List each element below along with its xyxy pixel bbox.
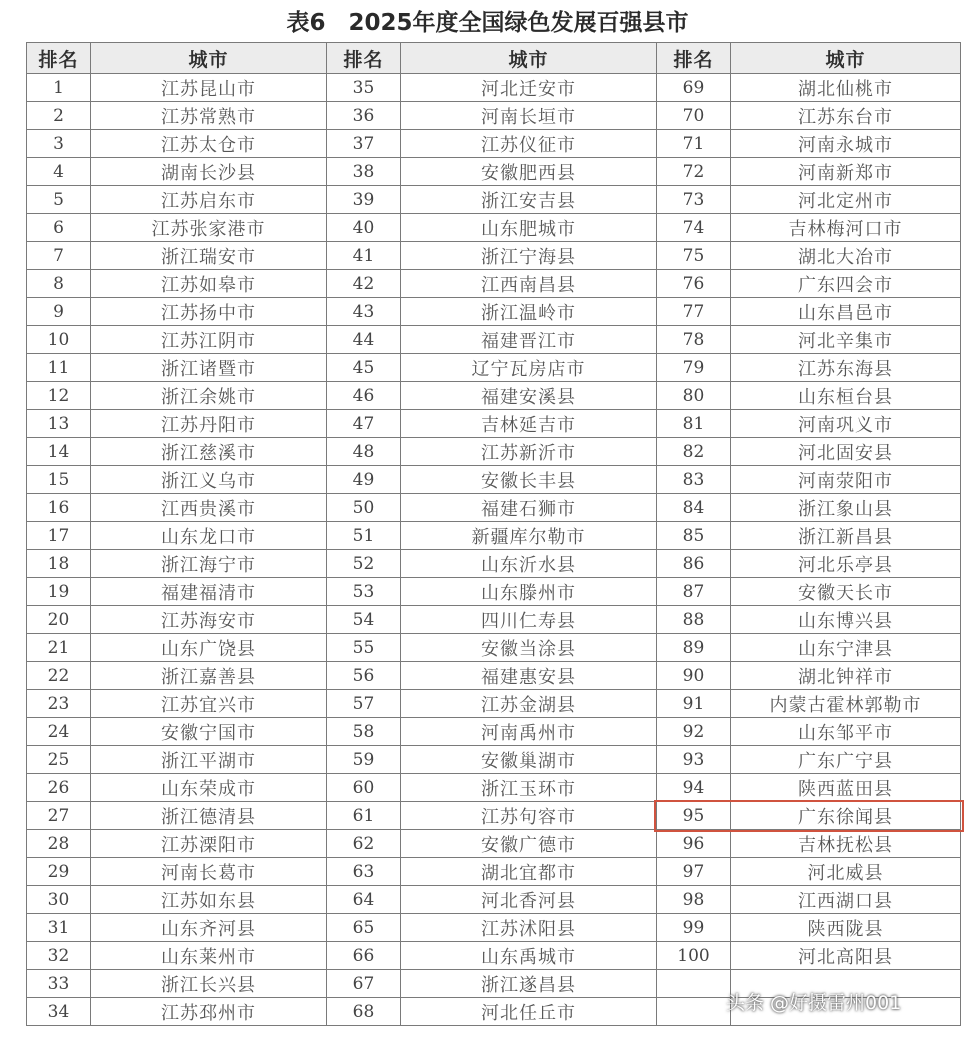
rank-cell: 94	[657, 774, 731, 802]
city-cell: 陕西陇县	[731, 914, 961, 942]
rank-cell: 38	[327, 158, 401, 186]
city-cell: 山东滕州市	[401, 578, 657, 606]
table-row	[27, 634, 961, 662]
city-cell: 安徽巢湖市	[401, 746, 657, 774]
rank-cell: 87	[657, 578, 731, 606]
rank-cell: 10	[27, 326, 91, 354]
rank-cell: 48	[327, 438, 401, 466]
table-header-row	[27, 43, 961, 74]
table-row	[27, 550, 961, 578]
city-cell: 吉林延吉市	[401, 410, 657, 438]
city-cell: 安徽肥西县	[401, 158, 657, 186]
rank-cell: 80	[657, 382, 731, 410]
city-cell: 浙江温岭市	[401, 298, 657, 326]
rank-cell: 84	[657, 494, 731, 522]
table-row	[27, 270, 961, 298]
rank-cell: 90	[657, 662, 731, 690]
city-cell: 江苏如皋市	[91, 270, 327, 298]
city-cell: 浙江义乌市	[91, 466, 327, 494]
rank-cell: 16	[27, 494, 91, 522]
table-row	[27, 662, 961, 690]
table-row	[27, 690, 961, 718]
header-rank: 排名	[27, 43, 91, 74]
rank-cell: 57	[327, 690, 401, 718]
rank-cell: 32	[27, 942, 91, 970]
city-cell: 江苏东台市	[731, 102, 961, 130]
table-row	[27, 382, 961, 410]
city-cell: 江苏句容市	[401, 802, 657, 830]
city-cell: 浙江德清县	[91, 802, 327, 830]
city-cell: 浙江安吉县	[401, 186, 657, 214]
table-row	[27, 606, 961, 634]
highlighted-rank-cell: 95	[657, 802, 731, 830]
rank-cell: 31	[27, 914, 91, 942]
city-cell: 陕西蓝田县	[731, 774, 961, 802]
city-cell: 河南新郑市	[731, 158, 961, 186]
rank-cell: 78	[657, 326, 731, 354]
city-cell: 福建福清市	[91, 578, 327, 606]
table-row	[27, 354, 961, 382]
city-cell: 浙江嘉善县	[91, 662, 327, 690]
header-rank: 排名	[327, 43, 401, 74]
city-cell: 吉林梅河口市	[731, 214, 961, 242]
rank-cell: 82	[657, 438, 731, 466]
city-cell: 河北香河县	[401, 886, 657, 914]
city-cell: 浙江象山县	[731, 494, 961, 522]
city-cell: 湖北仙桃市	[731, 74, 961, 102]
rank-cell: 81	[657, 410, 731, 438]
city-cell: 浙江平湖市	[91, 746, 327, 774]
rank-cell: 29	[27, 858, 91, 886]
header-rank: 排名	[657, 43, 731, 74]
rank-cell: 22	[27, 662, 91, 690]
rank-cell: 6	[27, 214, 91, 242]
city-cell: 河北任丘市	[401, 998, 657, 1026]
rank-cell: 11	[27, 354, 91, 382]
city-cell: 山东禹城市	[401, 942, 657, 970]
rank-cell: 56	[327, 662, 401, 690]
city-cell: 江苏昆山市	[91, 74, 327, 102]
rank-cell: 68	[327, 998, 401, 1026]
city-cell: 江西湖口县	[731, 886, 961, 914]
rank-cell: 26	[27, 774, 91, 802]
header-city: 城市	[401, 43, 657, 74]
city-cell: 浙江余姚市	[91, 382, 327, 410]
city-cell: 河北固安县	[731, 438, 961, 466]
city-cell: 吉林抚松县	[731, 830, 961, 858]
city-cell: 江苏张家港市	[91, 214, 327, 242]
rank-cell: 25	[27, 746, 91, 774]
table-row	[27, 242, 961, 270]
table-row	[27, 830, 961, 858]
rank-cell: 24	[27, 718, 91, 746]
city-cell: 福建晋江市	[401, 326, 657, 354]
rank-cell: 58	[327, 718, 401, 746]
rank-cell: 93	[657, 746, 731, 774]
rank-cell: 72	[657, 158, 731, 186]
rank-cell: 85	[657, 522, 731, 550]
rank-cell: 44	[327, 326, 401, 354]
rank-cell: 39	[327, 186, 401, 214]
rank-cell: 64	[327, 886, 401, 914]
city-cell: 广东四会市	[731, 270, 961, 298]
rank-cell: 100	[657, 942, 731, 970]
rank-cell: 27	[27, 802, 91, 830]
rank-cell: 7	[27, 242, 91, 270]
table-row	[27, 74, 961, 102]
city-cell: 江苏扬中市	[91, 298, 327, 326]
city-cell: 新疆库尔勒市	[401, 522, 657, 550]
rank-cell: 43	[327, 298, 401, 326]
city-cell: 江苏启东市	[91, 186, 327, 214]
rank-cell	[657, 970, 731, 998]
table-row	[27, 438, 961, 466]
rank-cell: 92	[657, 718, 731, 746]
city-cell: 浙江海宁市	[91, 550, 327, 578]
city-cell: 福建安溪县	[401, 382, 657, 410]
city-cell: 河南荥阳市	[731, 466, 961, 494]
city-cell: 江苏如东县	[91, 886, 327, 914]
rank-cell: 96	[657, 830, 731, 858]
table-row	[27, 942, 961, 970]
rank-cell: 15	[27, 466, 91, 494]
table-row	[27, 858, 961, 886]
rank-cell: 41	[327, 242, 401, 270]
ranking-table	[26, 42, 961, 1026]
rank-cell: 1	[27, 74, 91, 102]
city-cell: 江苏沭阳县	[401, 914, 657, 942]
rank-cell: 71	[657, 130, 731, 158]
rank-cell: 67	[327, 970, 401, 998]
city-cell: 湖南长沙县	[91, 158, 327, 186]
rank-cell: 34	[27, 998, 91, 1026]
rank-cell: 73	[657, 186, 731, 214]
rank-cell: 75	[657, 242, 731, 270]
rank-cell: 40	[327, 214, 401, 242]
rank-cell: 17	[27, 522, 91, 550]
city-cell: 浙江宁海县	[401, 242, 657, 270]
city-cell: 山东邹平市	[731, 718, 961, 746]
table-row	[27, 802, 961, 830]
table-row	[27, 718, 961, 746]
city-cell: 浙江慈溪市	[91, 438, 327, 466]
city-cell: 江苏邳州市	[91, 998, 327, 1026]
rank-cell: 53	[327, 578, 401, 606]
city-cell: 河南永城市	[731, 130, 961, 158]
city-cell: 山东莱州市	[91, 942, 327, 970]
table-row	[27, 214, 961, 242]
rank-cell: 23	[27, 690, 91, 718]
rank-cell: 47	[327, 410, 401, 438]
city-cell: 江苏东海县	[731, 354, 961, 382]
table-row	[27, 326, 961, 354]
rank-cell: 86	[657, 550, 731, 578]
rank-cell: 74	[657, 214, 731, 242]
city-cell: 湖北宜都市	[401, 858, 657, 886]
table-row	[27, 578, 961, 606]
city-cell: 浙江长兴县	[91, 970, 327, 998]
table-row	[27, 914, 961, 942]
rank-cell: 91	[657, 690, 731, 718]
city-cell: 安徽广德市	[401, 830, 657, 858]
city-cell: 江西南昌县	[401, 270, 657, 298]
watermark: 头条 @好摄雷州001	[726, 992, 902, 1014]
city-cell: 河北乐亭县	[731, 550, 961, 578]
city-cell: 江苏溧阳市	[91, 830, 327, 858]
city-cell: 河北迁安市	[401, 74, 657, 102]
city-cell: 福建惠安县	[401, 662, 657, 690]
city-cell: 河南禹州市	[401, 718, 657, 746]
rank-cell: 62	[327, 830, 401, 858]
rank-cell: 46	[327, 382, 401, 410]
table-row	[27, 466, 961, 494]
city-cell: 四川仁寿县	[401, 606, 657, 634]
city-cell: 山东齐河县	[91, 914, 327, 942]
rank-cell: 13	[27, 410, 91, 438]
city-cell: 江苏新沂市	[401, 438, 657, 466]
rank-cell: 69	[657, 74, 731, 102]
table-row	[27, 522, 961, 550]
table-title: 表6 2025年度全国绿色发展百强县市	[286, 10, 689, 36]
table-body	[27, 74, 961, 1026]
rank-cell: 28	[27, 830, 91, 858]
city-cell: 安徽长丰县	[401, 466, 657, 494]
city-cell: 湖北大冶市	[731, 242, 961, 270]
rank-cell: 3	[27, 130, 91, 158]
rank-cell: 30	[27, 886, 91, 914]
city-cell: 湖北钟祥市	[731, 662, 961, 690]
city-cell: 山东昌邑市	[731, 298, 961, 326]
rank-cell: 37	[327, 130, 401, 158]
city-cell: 山东荣成市	[91, 774, 327, 802]
city-cell: 内蒙古霍林郭勒市	[731, 690, 961, 718]
city-cell: 山东博兴县	[731, 606, 961, 634]
table-row	[27, 158, 961, 186]
rank-cell: 63	[327, 858, 401, 886]
rank-cell: 99	[657, 914, 731, 942]
rank-cell: 5	[27, 186, 91, 214]
city-cell: 浙江新昌县	[731, 522, 961, 550]
header-city: 城市	[91, 43, 327, 74]
rank-cell: 4	[27, 158, 91, 186]
rank-cell: 9	[27, 298, 91, 326]
rank-cell: 66	[327, 942, 401, 970]
table-row	[27, 102, 961, 130]
table-row	[27, 886, 961, 914]
city-cell: 江苏江阴市	[91, 326, 327, 354]
rank-cell: 70	[657, 102, 731, 130]
city-cell: 江苏宜兴市	[91, 690, 327, 718]
city-cell: 河北辛集市	[731, 326, 961, 354]
rank-cell: 19	[27, 578, 91, 606]
city-cell: 山东桓台县	[731, 382, 961, 410]
rank-cell: 54	[327, 606, 401, 634]
rank-cell: 79	[657, 354, 731, 382]
table-row	[27, 130, 961, 158]
city-cell: 江苏常熟市	[91, 102, 327, 130]
city-cell: 浙江玉环市	[401, 774, 657, 802]
city-cell: 江苏太仓市	[91, 130, 327, 158]
city-cell: 安徽宁国市	[91, 718, 327, 746]
city-cell: 浙江遂昌县	[401, 970, 657, 998]
rank-cell: 59	[327, 746, 401, 774]
rank-cell: 12	[27, 382, 91, 410]
city-cell: 浙江瑞安市	[91, 242, 327, 270]
header-city: 城市	[731, 43, 961, 74]
city-cell: 河南长垣市	[401, 102, 657, 130]
city-cell: 山东广饶县	[91, 634, 327, 662]
rank-cell: 98	[657, 886, 731, 914]
rank-cell: 77	[657, 298, 731, 326]
rank-cell: 49	[327, 466, 401, 494]
rank-cell: 51	[327, 522, 401, 550]
city-cell: 河南巩义市	[731, 410, 961, 438]
rank-cell: 20	[27, 606, 91, 634]
city-cell: 辽宁瓦房店市	[401, 354, 657, 382]
city-cell: 河北高阳县	[731, 942, 961, 970]
city-cell: 山东宁津县	[731, 634, 961, 662]
rank-cell: 88	[657, 606, 731, 634]
rank-cell: 76	[657, 270, 731, 298]
city-cell: 江西贵溪市	[91, 494, 327, 522]
table-row	[27, 774, 961, 802]
table-row	[27, 494, 961, 522]
rank-cell: 8	[27, 270, 91, 298]
rank-cell: 33	[27, 970, 91, 998]
city-cell: 安徽当涂县	[401, 634, 657, 662]
table-row	[27, 410, 961, 438]
city-cell: 江苏仪征市	[401, 130, 657, 158]
rank-cell: 60	[327, 774, 401, 802]
table-row	[27, 746, 961, 774]
rank-cell: 89	[657, 634, 731, 662]
city-cell: 山东肥城市	[401, 214, 657, 242]
city-cell: 山东龙口市	[91, 522, 327, 550]
rank-cell: 42	[327, 270, 401, 298]
rank-cell	[657, 998, 731, 1026]
rank-cell: 55	[327, 634, 401, 662]
city-cell: 安徽天长市	[731, 578, 961, 606]
rank-cell: 97	[657, 858, 731, 886]
city-cell: 山东沂水县	[401, 550, 657, 578]
rank-cell: 2	[27, 102, 91, 130]
city-cell: 江苏金湖县	[401, 690, 657, 718]
rank-cell: 14	[27, 438, 91, 466]
city-cell: 河北威县	[731, 858, 961, 886]
rank-cell: 83	[657, 466, 731, 494]
city-cell: 河北定州市	[731, 186, 961, 214]
rank-cell: 65	[327, 914, 401, 942]
city-cell: 江苏丹阳市	[91, 410, 327, 438]
rank-cell: 21	[27, 634, 91, 662]
rank-cell: 50	[327, 494, 401, 522]
rank-cell: 36	[327, 102, 401, 130]
rank-cell: 18	[27, 550, 91, 578]
table-row	[27, 186, 961, 214]
city-cell: 河南长葛市	[91, 858, 327, 886]
rank-cell: 45	[327, 354, 401, 382]
rank-cell: 35	[327, 74, 401, 102]
rank-cell: 52	[327, 550, 401, 578]
highlighted-city-cell: 广东徐闻县	[731, 802, 961, 830]
city-cell: 浙江诸暨市	[91, 354, 327, 382]
rank-cell: 61	[327, 802, 401, 830]
city-cell: 江苏海安市	[91, 606, 327, 634]
city-cell: 广东广宁县	[731, 746, 961, 774]
city-cell: 福建石狮市	[401, 494, 657, 522]
table-row	[27, 298, 961, 326]
